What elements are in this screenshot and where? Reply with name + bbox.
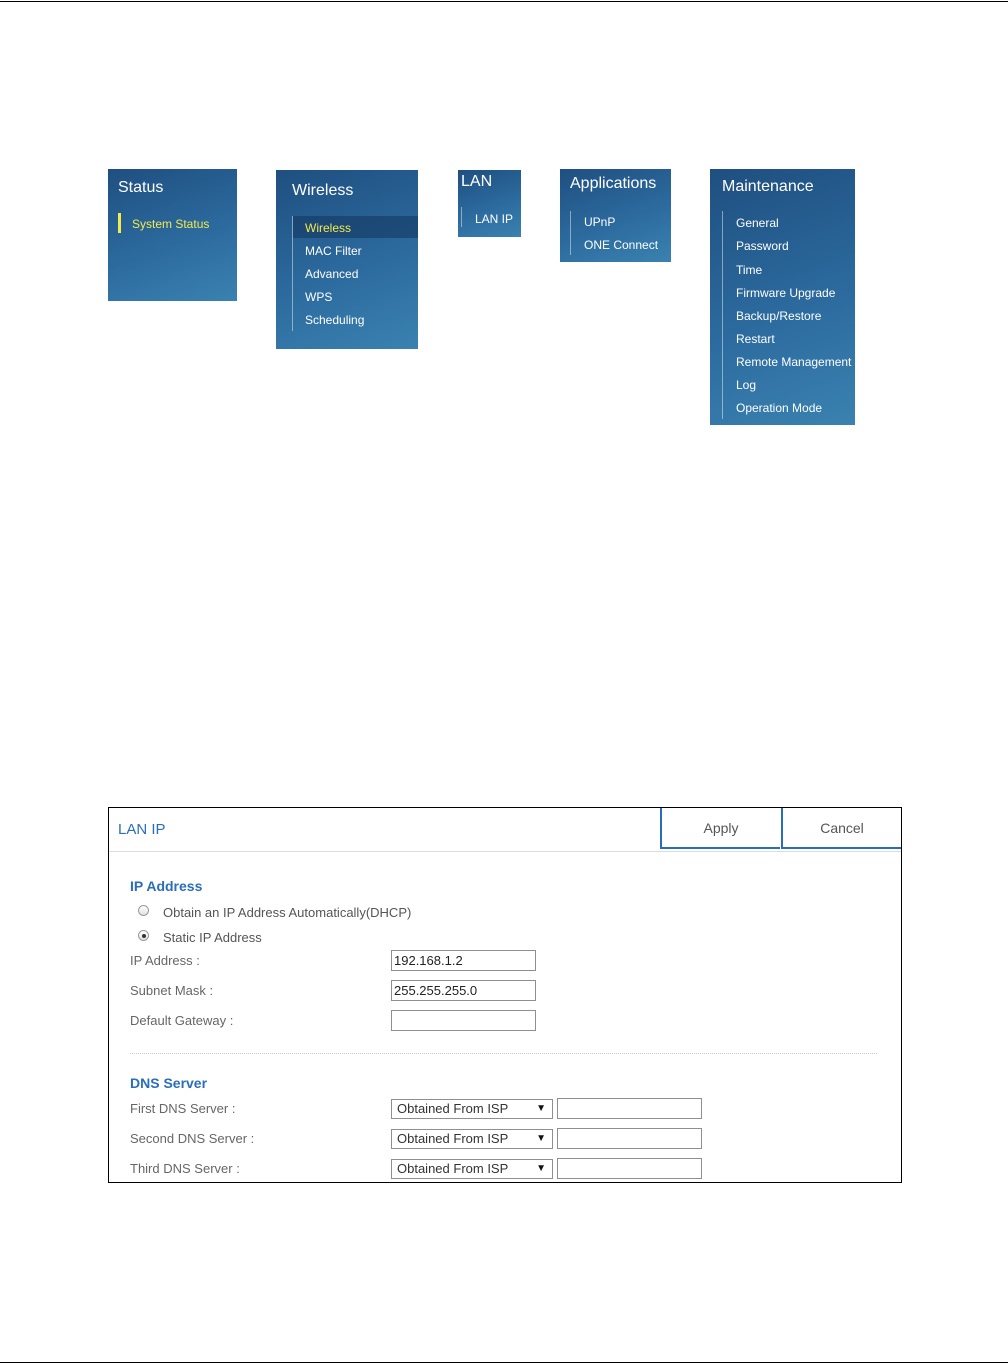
maintenance-menu (710, 169, 855, 425)
menu-item-advanced[interactable]: Advanced (305, 267, 359, 281)
chevron-down-icon: ▼ (536, 1163, 546, 1174)
second-dns-input[interactable] (557, 1128, 702, 1149)
first-dns-select[interactable] (391, 1099, 553, 1119)
chevron-down-icon: ▼ (536, 1103, 546, 1114)
dns-server-section-title: DNS Server (130, 1075, 208, 1091)
subnet-mask-label: Subnet Mask : (130, 983, 214, 998)
applications-menu-list (570, 211, 572, 255)
menu-item-operation-mode[interactable]: Operation Mode (736, 401, 823, 415)
bottom-rule (0, 1362, 1008, 1363)
cancel-button[interactable]: Cancel (781, 808, 901, 849)
section-divider (130, 1053, 877, 1054)
menu-item-upnp[interactable]: UPnP (584, 215, 616, 229)
menu-item-backup-restore[interactable]: Backup/Restore (736, 309, 822, 323)
menu-item-time[interactable]: Time (736, 263, 763, 277)
subnet-mask-input[interactable] (391, 980, 536, 1001)
panel-header (109, 808, 901, 852)
menu-item-general[interactable]: General (736, 216, 779, 230)
applications-menu-title: Applications (570, 175, 657, 192)
third-dns-select[interactable] (391, 1159, 553, 1179)
menu-item-mac-filter[interactable]: MAC Filter (305, 244, 362, 258)
panel-title: LAN IP (118, 821, 166, 838)
ip-address-label: IP Address : (130, 953, 200, 968)
menu-item-log[interactable]: Log (736, 378, 757, 392)
chevron-down-icon: ▼ (536, 1133, 546, 1144)
third-dns-input[interactable] (557, 1158, 702, 1179)
menu-item-restart[interactable]: Restart (736, 332, 775, 346)
first-dns-input[interactable] (557, 1098, 702, 1119)
static-ip-radio-label: Static IP Address (163, 930, 262, 945)
second-dns-select[interactable] (391, 1129, 553, 1149)
lan-menu-list (461, 207, 463, 227)
third-dns-select-value: Obtained From ISP (397, 1161, 509, 1176)
menu-item-password[interactable]: Password (736, 239, 789, 253)
menu-item-scheduling[interactable]: Scheduling (305, 313, 365, 327)
third-dns-label: Third DNS Server : (130, 1161, 240, 1176)
ip-address-section-title: IP Address (130, 878, 203, 894)
active-indicator (118, 213, 121, 233)
wireless-menu-title: Wireless (292, 182, 354, 199)
status-menu (108, 169, 237, 301)
wireless-menu (276, 170, 418, 349)
maintenance-menu-list (722, 211, 724, 419)
maintenance-menu-title: Maintenance (722, 178, 814, 195)
menu-item-one-connect[interactable]: ONE Connect (584, 238, 659, 252)
default-gateway-input[interactable] (391, 1010, 536, 1031)
apply-button[interactable]: Apply (660, 808, 780, 849)
menu-item-firmware-upgrade[interactable]: Firmware Upgrade (736, 286, 836, 300)
lan-menu-title: LAN (461, 173, 493, 190)
status-menu-title: Status (118, 179, 164, 196)
dhcp-radio[interactable] (138, 905, 149, 916)
static-ip-radio[interactable] (138, 930, 149, 941)
lan-ip-panel (108, 807, 902, 1183)
second-dns-select-value: Obtained From ISP (397, 1131, 509, 1146)
top-rule (0, 1, 1008, 2)
first-dns-select-value: Obtained From ISP (397, 1101, 509, 1116)
first-dns-label: First DNS Server : (130, 1101, 236, 1116)
menu-item-wps[interactable]: WPS (305, 290, 333, 304)
ip-address-input[interactable] (391, 950, 536, 971)
menu-item-remote-management[interactable]: Remote Management (736, 355, 852, 369)
menu-item-wireless[interactable]: Wireless (305, 221, 352, 235)
lan-menu (458, 170, 521, 237)
dhcp-radio-label: Obtain an IP Address Automatically(DHCP) (163, 905, 412, 920)
default-gateway-label: Default Gateway : (130, 1013, 234, 1028)
menu-item-lan-ip[interactable]: LAN IP (475, 212, 514, 226)
applications-menu (560, 169, 671, 262)
menu-item-system-status[interactable]: System Status (132, 217, 210, 231)
second-dns-label: Second DNS Server : (130, 1131, 255, 1146)
